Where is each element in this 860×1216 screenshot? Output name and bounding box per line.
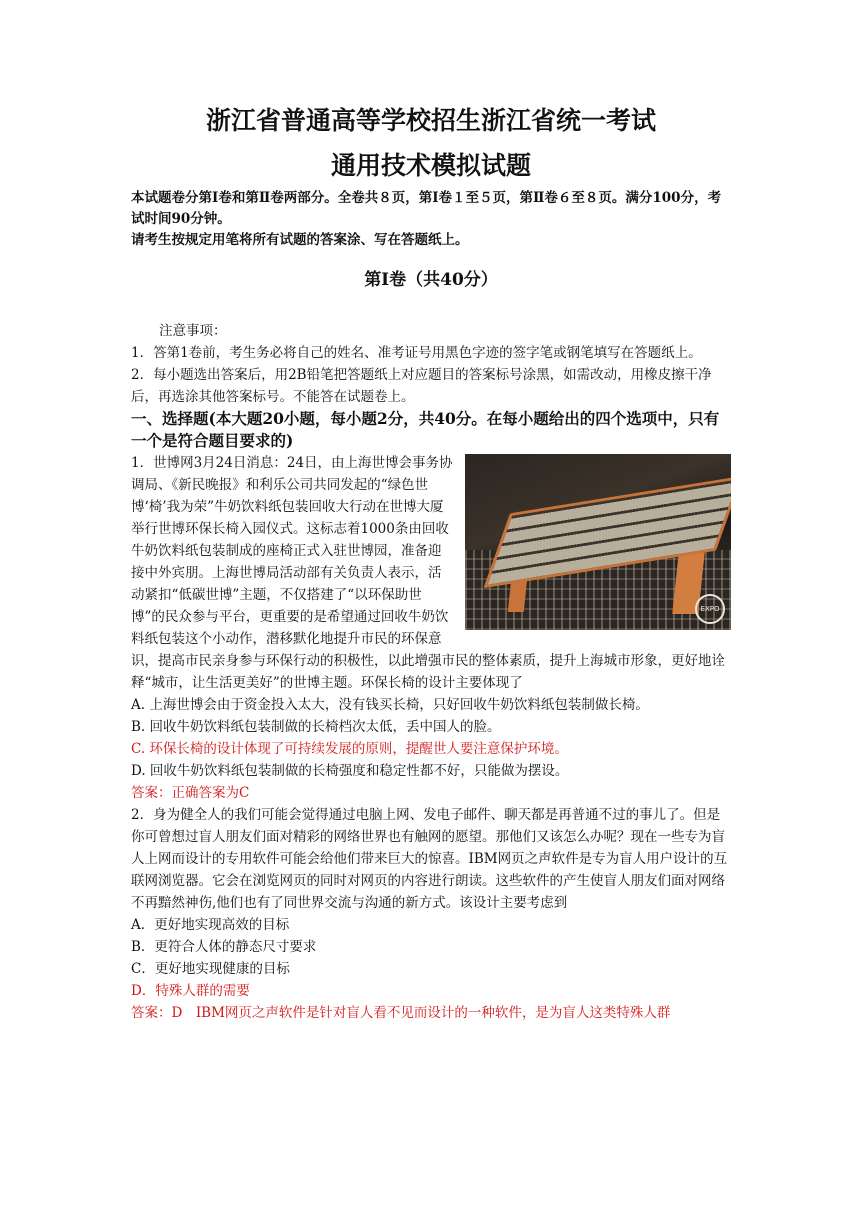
notice-block: [131, 320, 731, 408]
intro-line-2: 请考生按规定用笔将所有试题的答案涂、写在答题纸上。: [131, 232, 469, 248]
question-1-option-c: C. 环保长椅的设计体现了可持续发展的原则，提醒世人要注意保护环境。: [131, 741, 568, 757]
question-2-option-d: D．特殊人群的需要: [131, 983, 250, 999]
question-2-option-b: B．更符合人体的静态尺寸要求: [131, 939, 317, 955]
exam-page: [131, 108, 731, 1024]
question-2-stem: 2．身为健全人的我们可能会觉得通过电脑上网、发电子邮件、聊天都是再普通不过的事儿了。但是你可曾想过盲人朋友们面对精彩的网络世界也有触网的愿望。那他们又该怎么办呢？现在一些专为盲人上网而设计的专用软件可能会给他们带来巨大的惊喜。IBM网页之声软件是专为盲人用户设计的互联网浏览器。它会在浏览网页的同时对网页的内容进行朗读。这些软件的产生使盲人朋友们面对网络不再黯然神伤,他们也有了同世界交流与沟通的新方式。该设计主要考虑到: [131, 807, 728, 911]
exam-title: 浙江省普通高等学校招生浙江省统一考试: [205, 106, 656, 135]
question-2-answer: 答案：D IBM网页之声软件是针对盲人看不见而设计的一种软件，是为盲人这类特殊人群: [131, 1005, 671, 1021]
question-1-stem: 1．世博网3月24日消息：24日，由上海世博会事务协调局、《新民晚报》和利乐公司共同发起的“绿色世博‘椅’我为荣”牛奶饮料纸包装回收大行动在世博大厦举行世博环保长椅入园仪式。这标志着1000条由回收牛奶饮料纸包装制成的座椅正式入驻世博园，准备迎接中外宾朋。上海世博局活动部有关负责人表示，活动紧扣“低碳世博”主题，不仅搭建了“以环保助世博”的民众参与平台，更重要的是希望通过回收牛奶饮料纸包装这个小动作，潜移默化地提升市民的环保意识，提高市民亲身参与环保行动的积极性，以此增强市民的整体素质，提升上海城市形象，更好地诠释“城市，让生活更美好”的世博主题。环保长椅的设计主要体现了: [131, 455, 725, 691]
notice-item-2: 2．每小题选出答案后，用2B铅笔把答题纸上对应题目的答案标号涂黑，如需改动，用橡皮擦干净后，再选涂其他答案标号。不能答在试题卷上。: [131, 367, 712, 405]
exam-intro: [131, 188, 731, 251]
question-1-option-a: A. 上海世博会由于资金投入太大，没有钱买长椅，只好回收牛奶饮料纸包装制做长椅。: [131, 697, 649, 713]
intro-line-1: 本试题卷分第Ⅰ卷和第Ⅱ卷两部分。全卷共８页，第Ⅰ卷１至５页，第Ⅱ卷６至８页。满分100分，考试时间90分钟。: [131, 190, 722, 227]
exam-subtitle: 通用技术模拟试题: [330, 151, 531, 180]
section-title: 第Ⅰ卷（共40分）: [364, 270, 498, 290]
question-1-option-b: B. 回收牛奶饮料纸包装制做的长椅档次太低，丢中国人的脸。: [131, 719, 501, 735]
notice-item-1: 1．答第1卷前，考生务必将自己的姓名、准考证号用黑色字迹的签字笔或钢笔填写在答题纸上。: [131, 345, 702, 361]
question-2: [131, 804, 731, 1024]
question-1: [131, 452, 731, 804]
bench-photo: [465, 454, 731, 630]
question-1-answer: 答案：正确答案为C: [131, 785, 250, 801]
expo-logo-icon: EXPO: [695, 594, 725, 624]
question-2-option-c: C．更好地实现健康的目标: [131, 961, 290, 977]
notice-heading: 注意事项：: [159, 323, 227, 339]
question-2-option-a: A．更好地实现高效的目标: [131, 917, 290, 933]
part-heading: 一、选择题(本大题20小题，每小题2分，共40分。在每小题给出的四个选项中，只有一个是符合题目要求的): [131, 409, 720, 450]
question-1-option-d: D. 回收牛奶饮料纸包装制做的长椅强度和稳定性都不好，只能做为摆设。: [131, 763, 569, 779]
